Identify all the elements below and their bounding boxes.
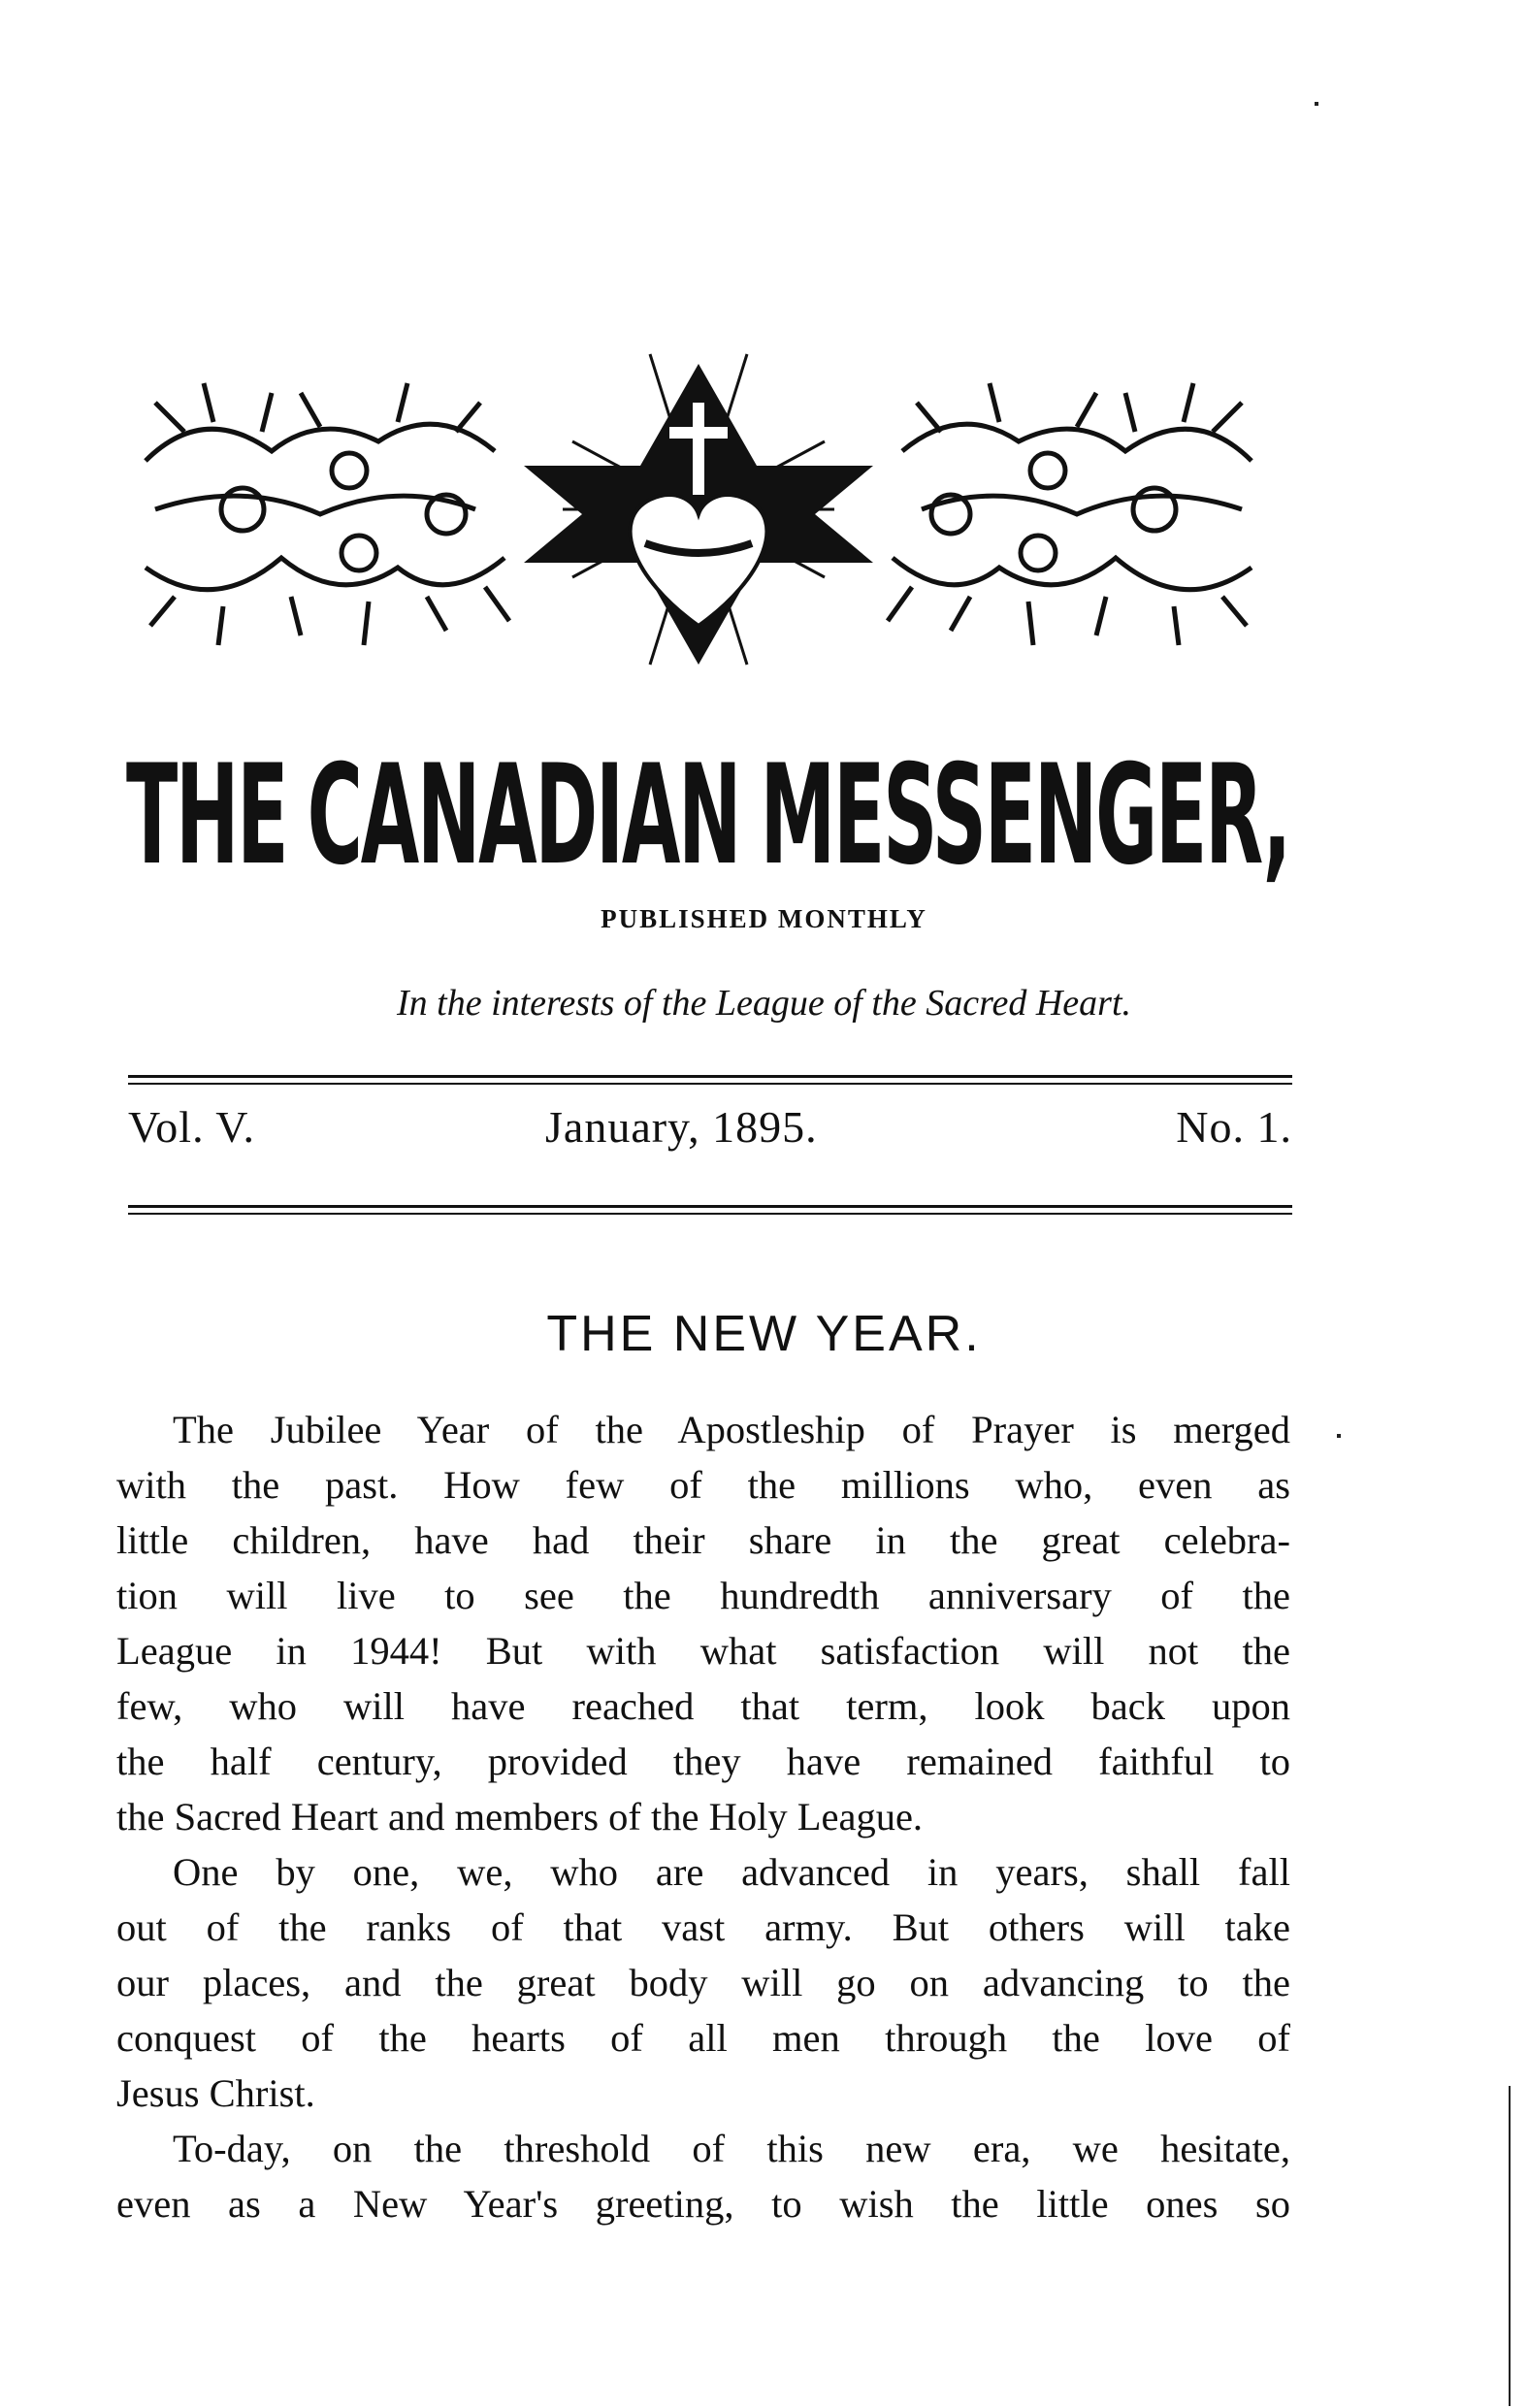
rule-bottom-2 [128, 1213, 1292, 1215]
text-line: tion will live to see the hundredth anniversary of the [116, 1574, 1290, 1617]
scan-edge-mark [1509, 2086, 1511, 2406]
masthead-title [126, 735, 1289, 895]
paragraph [116, 1844, 1290, 2121]
volume-label: Vol. V. [128, 1102, 256, 1152]
scan-speck [1337, 1434, 1341, 1438]
sacred-heart-star-ornament-icon [126, 344, 1271, 684]
masthead-word: THE [126, 735, 287, 895]
article-title: THE NEW YEAR. [546, 1306, 982, 1362]
issue-line [128, 1101, 1292, 1159]
rule-top-2 [128, 1083, 1292, 1085]
text-line: little children, have had their share in the great celebra- [116, 1518, 1290, 1562]
text-line: To-day, on the threshold of this new era, we hesitate, [173, 2127, 1290, 2170]
rule-bottom-1 [128, 1205, 1292, 1208]
text-line: with the past. How few of the millions who, even as [116, 1463, 1290, 1507]
text-line: conquest of the hearts of all men through the love of [116, 2016, 1290, 2060]
text-line: the Sacred Heart and members of the Holy League. [116, 1795, 924, 1839]
text-line: few, who will have reached that term, look back upon [116, 1684, 1290, 1728]
text-line: League in 1944! But with what satisfaction will not the [116, 1629, 1290, 1673]
paragraph [116, 1402, 1290, 1844]
scan-speck [1315, 102, 1318, 106]
published-monthly: PUBLISHED MONTHLY [601, 904, 927, 933]
subtitle-interests: In the interests of the League of the Sacred Heart. [396, 983, 1132, 1024]
masthead-word: CANADIAN [307, 735, 740, 895]
text-line: even as a New Year's greeting, to wish the little ones so [116, 2182, 1290, 2226]
text-line: The Jubilee Year of the Apostleship of Prayer is merged [173, 1408, 1290, 1451]
text-line: out of the ranks of that vast army. But others will take [116, 1905, 1290, 1949]
paragraph [116, 2121, 1290, 2231]
text-line: the half century, provided they have remained faithful to [116, 1740, 1290, 1783]
issue-number: No. 1. [1176, 1102, 1292, 1152]
text-line: Jesus Christ. [116, 2071, 315, 2115]
masthead-word: MESSENGER, [760, 735, 1289, 895]
text-line: One by one, we, who are advanced in years, shall fall [173, 1850, 1290, 1894]
issue-date: January, 1895. [545, 1102, 818, 1152]
text-line: our places, and the great body will go on advancing to the [116, 1961, 1290, 2004]
rule-top-1 [128, 1075, 1292, 1078]
article-body [116, 1402, 1290, 2231]
